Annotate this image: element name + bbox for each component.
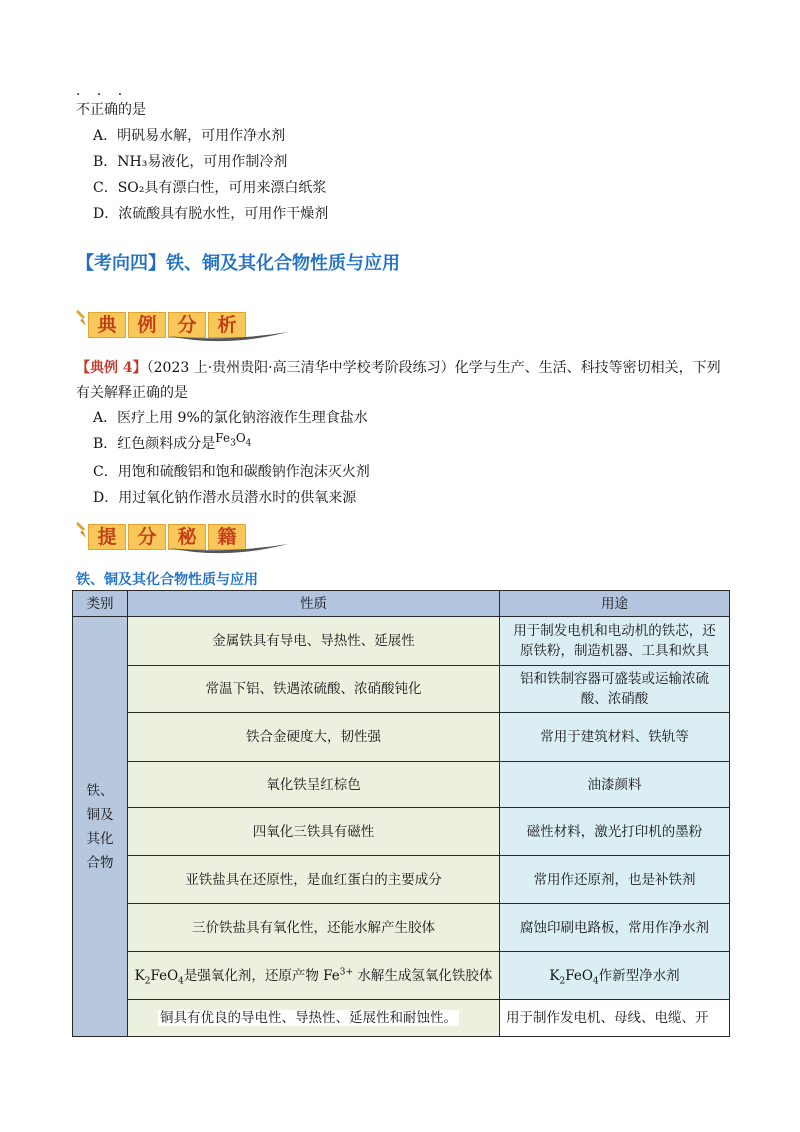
property-cell: 铁合金硬度大，韧性强 [128,713,500,762]
use-cell: 常用于建筑材料、铁轨等 [500,713,730,762]
pen-icon [76,520,88,540]
use-cell: 用于制作发电机、母线、电缆、开 [500,1000,730,1037]
example-line-2: 有关解释正确的是 [76,385,188,401]
table-row [73,617,730,666]
option-b: B．NH₃易液化，可用作制冷剂 [93,154,288,170]
property-cell: 氧化铁呈红棕色 [128,762,500,808]
category-line: 合物 [86,854,114,871]
table-caption: 铁、铜及其化合物性质与应用 [76,572,258,588]
banner-char: 析 [208,312,246,338]
banner-char: 提 [88,524,126,550]
example-option-d: D．用过氧化钠作潜水员潜水时的供氧来源 [93,490,357,506]
example-option-b-text: B．红色颜料成分是 [93,436,216,452]
section-title: 【考向四】铁、铜及其化合物性质与应用 [76,253,400,274]
table-row [73,713,730,762]
category-cell [73,617,128,1037]
table-row [73,856,730,904]
properties-table [72,590,730,1037]
property-cell-k2feo4: $K_2FeO_4$是强氧化剂，还原产物 $Fe^{3+}$ 水解生成氢氧化铁胶体 [128,952,500,1000]
property-cell: 三价铁盐具有氧化性，还能水解产生胶体 [128,904,500,952]
header-use: 用途 [500,591,730,617]
use-cell: 磁性材料，激光打印机的墨粉 [500,808,730,856]
table-row [73,808,730,856]
fe3o4-formula: $Fe_3O_4$ [215,431,252,449]
example-option-b [93,431,252,454]
header-category: 类别 [73,591,128,617]
swoosh-decoration [166,330,290,346]
banner-char: 例 [128,312,166,338]
option-a: A．明矾易水解，可用作净水剂 [93,128,286,144]
category-line: 铁、 [86,782,114,799]
property-cell: 亚铁盐具在还原性，是血红蛋白的主要成分 [128,856,500,904]
option-c: C．SO₂具有漂白性，可用来漂白纸浆 [93,180,327,196]
banner-char: 籍 [208,524,246,550]
question-stem: 不正确的是 [76,102,146,118]
banner-char: 分 [128,524,166,550]
example-tag: 【典例 4】 [76,360,147,376]
header-property: 性质 [128,591,500,617]
example-source-stem: （2023 上·贵州贵阳·高三清华中学校考阶段练习）化学与生产、生活、科技等密切相关，下列 [146,360,721,376]
use-cell: 腐蚀印刷电路板，常用作净水剂 [500,904,730,952]
category-line: 铜及 [86,806,114,823]
pen-icon [76,308,88,328]
category-line: 其化 [86,830,114,847]
swoosh-decoration [166,542,290,558]
property-cell: 常温下铝、铁遇浓硫酸、浓硝酸钝化 [128,666,500,713]
example-analysis-banner [76,304,296,346]
table-row [73,762,730,808]
table-row [73,904,730,952]
property-cell: 金属铁具有导电、导热性、延展性 [128,617,500,666]
use-cell: 铝和铁制容器可盛装或运输浓硫 酸、浓硝酸 [500,666,730,713]
table-row [73,666,730,713]
use-cell: 油漆颜料 [500,762,730,808]
example-option-a: A．医疗上用 9%的氯化钠溶液作生理食盐水 [93,410,368,426]
use-cell-k2feo4: $K_2FeO_4$作新型净水剂 [500,952,730,1000]
option-d: D．浓硫酸具有脱水性，可用作干燥剂 [93,206,329,222]
banner-char: 分 [168,312,206,338]
property-cell: 铜具有优良的导电性、导热性、延展性和耐蚀性。 [128,1000,500,1037]
table-row [73,1000,730,1037]
example-line-1 [76,358,721,378]
emphasis-dots: · · · [76,87,129,103]
table-header-row [73,591,730,617]
property-cell: 四氧化三铁具有磁性 [128,808,500,856]
use-cell: 常用作还原剂，也是补铁剂 [500,856,730,904]
use-cell: 用于制发电机和电动机的铁芯，还 原铁粉，制造机器、工具和炊具 [500,617,730,666]
banner-char: 典 [88,312,126,338]
tips-banner [76,516,296,558]
banner-char: 秘 [168,524,206,550]
example-option-c: C．用饱和硫酸铝和饱和碳酸钠作泡沫灭火剂 [93,464,370,480]
table-row [73,952,730,1000]
